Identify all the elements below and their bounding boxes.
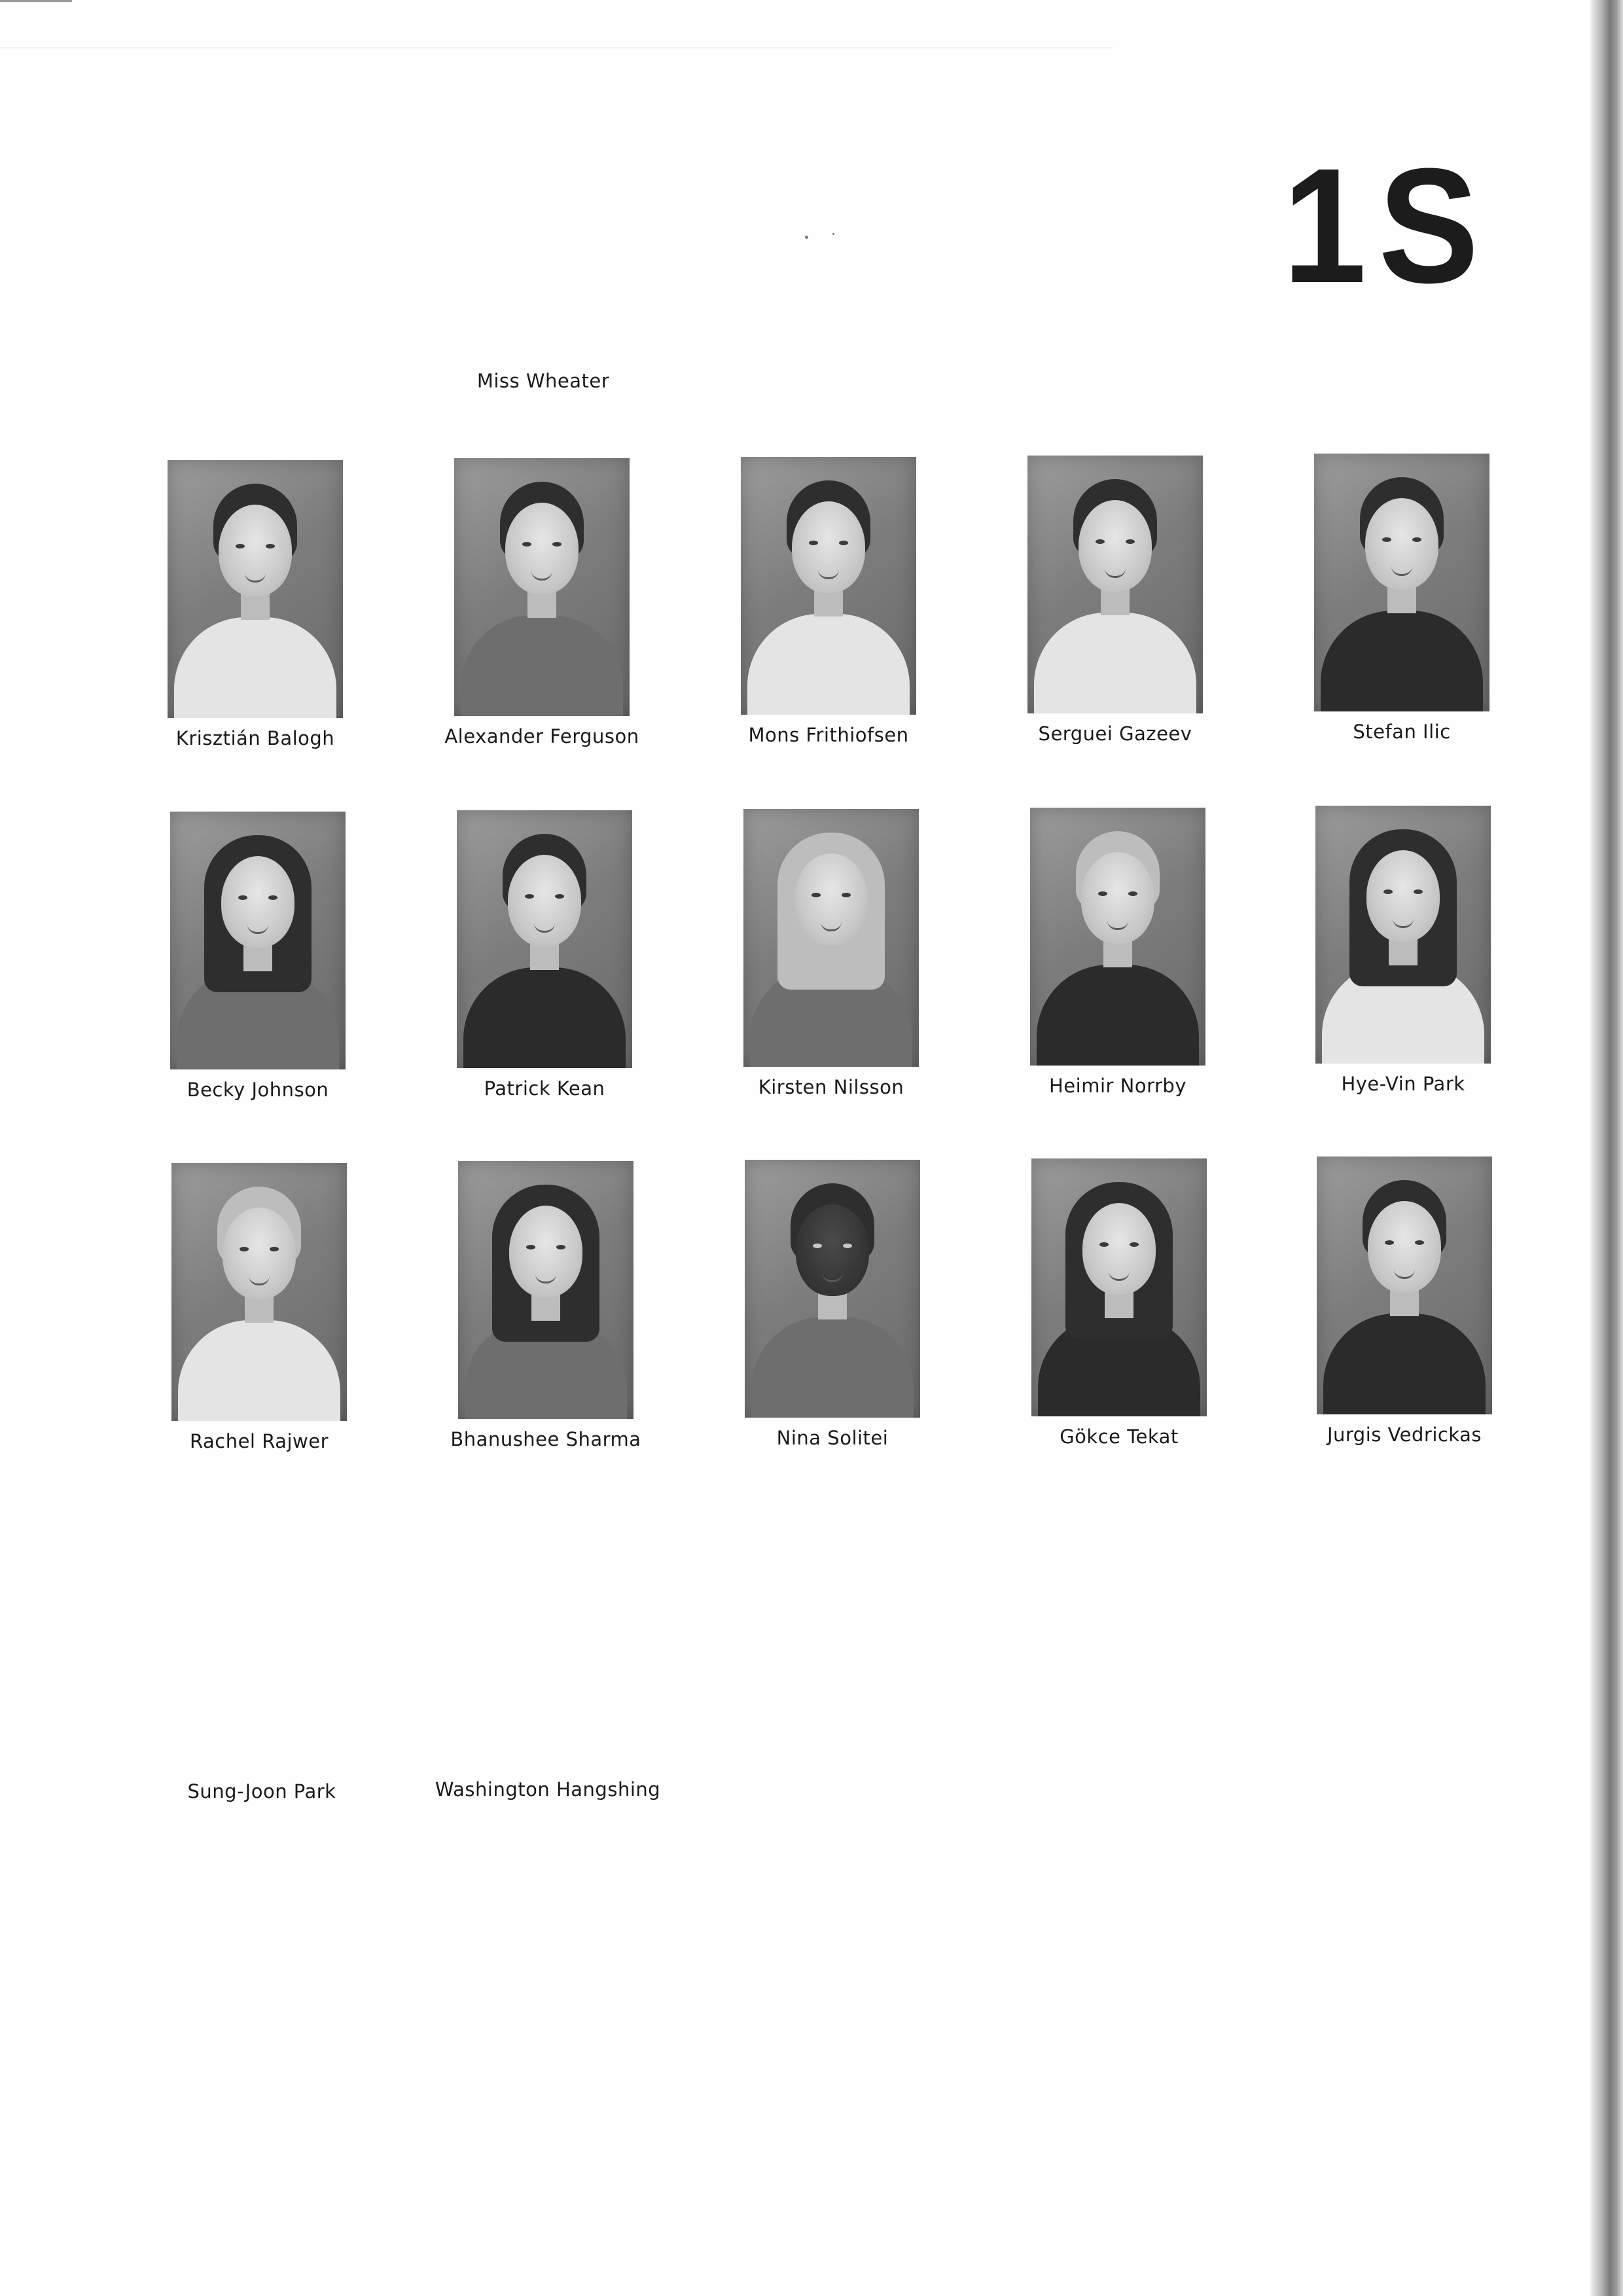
student-photo [1314, 454, 1489, 711]
student-card [971, 456, 1259, 745]
student-name: Stefan Ilic [1353, 721, 1451, 743]
student-card [688, 1160, 976, 1449]
student-name: Mons Frithiofsen [748, 724, 909, 746]
absent-student-name: Washington Hangshing [435, 1778, 661, 1801]
student-photo [1317, 1157, 1492, 1414]
student-name: Hye-Vin Park [1341, 1073, 1465, 1095]
student-name: Bhanushee Sharma [450, 1428, 641, 1450]
student-name: Heimir Norrby [1049, 1075, 1186, 1097]
student-card [685, 457, 972, 746]
student-card [687, 809, 975, 1098]
student-name: Krisztián Balogh [175, 727, 335, 749]
student-name: Becky Johnson [187, 1079, 329, 1101]
student-photo [458, 1161, 633, 1419]
student-name: Rachel Rajwer [189, 1430, 329, 1452]
student-name: Jurgis Vedrickas [1327, 1424, 1482, 1446]
scan-edge-mark [0, 0, 72, 2]
scan-speck [805, 236, 808, 239]
student-card [1258, 454, 1546, 743]
student-name: Nina Solitei [776, 1427, 889, 1449]
top-rule [0, 47, 1113, 48]
student-photo [170, 812, 346, 1069]
student-photo [1027, 456, 1203, 713]
student-name: Kirsten Nilsson [758, 1076, 904, 1098]
student-card [975, 1158, 1263, 1448]
student-photo [743, 809, 919, 1067]
student-card [115, 1163, 403, 1452]
student-photo [741, 457, 916, 715]
student-card [1260, 1157, 1548, 1446]
student-card [398, 458, 686, 747]
student-photo [1031, 1158, 1207, 1416]
student-photo [454, 458, 630, 716]
student-name: Alexander Ferguson [444, 725, 639, 747]
student-card [1259, 806, 1547, 1095]
student-card [401, 810, 688, 1100]
student-card [402, 1161, 690, 1450]
student-card [114, 812, 402, 1101]
student-photo [1030, 808, 1205, 1066]
student-photo [168, 460, 343, 718]
class-title: 1S [1283, 134, 1491, 317]
scan-speck [832, 233, 834, 235]
student-name: Gökce Tekat [1060, 1426, 1179, 1448]
absent-student-name: Sung-Joon Park [187, 1780, 336, 1803]
student-photo [171, 1163, 347, 1421]
student-photo [1315, 806, 1491, 1064]
student-name: Patrick Kean [484, 1077, 605, 1100]
student-photo [745, 1160, 920, 1418]
student-card [111, 460, 399, 749]
student-card [974, 808, 1262, 1097]
binding-shadow [1590, 0, 1623, 2296]
teacher-name: Miss Wheater [476, 370, 610, 392]
student-photo [457, 810, 632, 1068]
student-name: Serguei Gazeev [1038, 723, 1192, 745]
